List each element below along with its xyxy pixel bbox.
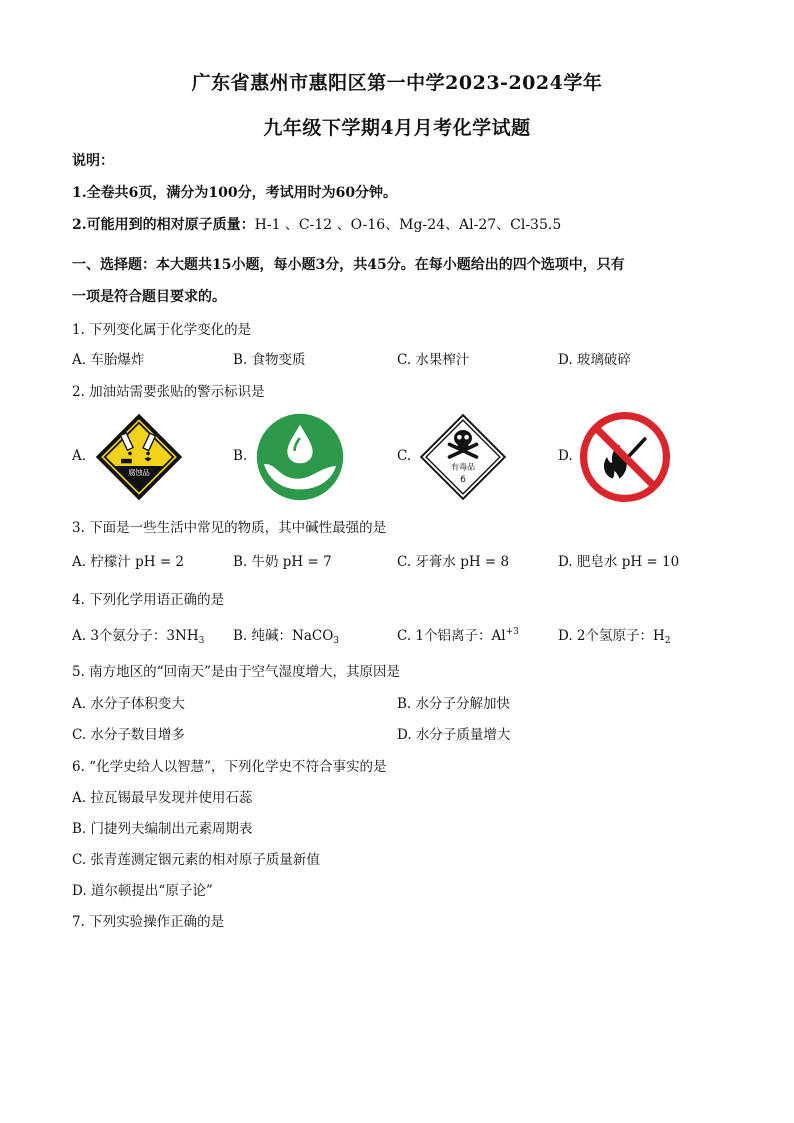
- note-2: [72, 214, 561, 234]
- sign-c-text: 有毒品: [450, 461, 476, 472]
- q6-option-a: A. 拉瓦锡最早发现并使用石蕊: [72, 790, 253, 806]
- q4-option-d-subscript: 2: [664, 636, 671, 646]
- q6-option-b: B. 门捷列夫编制出元素周期表: [72, 821, 253, 837]
- q4-option-c: [397, 624, 519, 644]
- q6-stem: 6. “化学史给人以智慧”，下列化学史不符合事实的是: [72, 759, 387, 775]
- section-heading-line1: 一、选择题：本大题共15小题，每小题3分，共45分。在每小题给出的四个选项中，只有: [72, 257, 625, 273]
- q2-option-d-letter: D.: [558, 448, 573, 464]
- q4-option-a: [72, 624, 204, 646]
- q3-stem: 3. 下面是一些生活中常见的物质，其中碱性最强的是: [72, 520, 387, 536]
- q4-option-c-formula: Al: [491, 628, 506, 644]
- q5-option-a: A. 水分子体积变大: [72, 696, 185, 712]
- q4-option-d-formula: H: [653, 628, 665, 644]
- q6-option-d: D. 道尔顿提出“原子论”: [72, 883, 213, 899]
- q4-option-a-subscript: 3: [198, 636, 205, 646]
- q5-option-c: C. 水分子数目增多: [72, 727, 185, 743]
- q1-option-c: C. 水果榨汁: [397, 352, 470, 368]
- q4-option-b-prefix: B. 纯碱：: [233, 628, 293, 644]
- q2-option-b-letter: B.: [233, 448, 248, 464]
- q3-option-d: D. 肥皂水 pH = 10: [558, 554, 680, 570]
- water-saving-icon: [255, 412, 345, 502]
- sign-a-text: 腐蚀品: [128, 468, 150, 477]
- q6-option-c: C. 张青莲测定铟元素的相对原子质量新值: [72, 852, 320, 868]
- q4-option-a-prefix: A. 3个氨分子：: [72, 628, 167, 644]
- q4-option-d: [558, 624, 671, 646]
- q5-stem: 5. 南方地区的“回南天”是由于空气湿度增大，其原因是: [72, 664, 400, 680]
- q3-option-c: C. 牙膏水 pH = 8: [397, 554, 510, 570]
- exam-title-line2: 九年级下学期4月月考化学试题: [263, 117, 531, 139]
- q4-option-c-superscript: +3: [505, 627, 519, 637]
- q5-option-b: B. 水分子分解加快: [397, 696, 511, 712]
- q2-option-a-letter: A.: [72, 448, 87, 464]
- q4-option-a-formula: 3NH: [166, 628, 199, 644]
- q1-stem: 1. 下列变化属于化学变化的是: [72, 322, 252, 338]
- corrosive-warning-icon: [94, 412, 184, 502]
- q3-option-a: A. 柠檬汁 pH = 2: [72, 554, 185, 570]
- q5-option-d: D. 水分子质量增大: [397, 727, 511, 743]
- q4-option-b-subscript: 3: [333, 636, 340, 646]
- q4-option-d-prefix: D. 2个氢原子：: [558, 628, 654, 644]
- notes-label: 说明：: [72, 153, 114, 169]
- q3-option-b: B. 牛奶 pH = 7: [233, 554, 332, 570]
- q4-option-c-prefix: C. 1个铝离子：: [397, 628, 492, 644]
- q1-option-a: A. 车胎爆炸: [72, 352, 145, 368]
- section-heading-line2: 一项是符合题目要求的。: [72, 289, 226, 305]
- exam-title-line1: 广东省惠州市惠阳区第一中学2023-2024学年: [191, 72, 603, 94]
- q2-option-c-letter: C.: [397, 448, 412, 464]
- q2-stem: 2. 加油站需要张贴的警示标识是: [72, 384, 265, 400]
- no-open-flame-icon: [580, 412, 670, 502]
- note-2-label: 2.可能用到的相对原子质量：: [72, 217, 255, 233]
- q1-option-d: D. 玻璃破碎: [558, 352, 631, 368]
- q1-option-b: B. 食物变质: [233, 352, 306, 368]
- q4-option-b-formula: NaCO: [292, 628, 334, 644]
- note-2-values: H-1 、C-12 、O-16、Mg-24、Al-27、Cl-35.5: [254, 217, 562, 233]
- toxic-skull-icon: [418, 412, 508, 502]
- note-1: 1.全卷共6页，满分为100分，考试用时为60分钟。: [72, 185, 398, 201]
- q4-option-b: [233, 624, 339, 646]
- q7-stem: 7. 下列实验操作正确的是: [72, 914, 225, 930]
- sign-c-number: 6: [460, 475, 466, 486]
- q4-stem: 4. 下列化学用语正确的是: [72, 592, 225, 608]
